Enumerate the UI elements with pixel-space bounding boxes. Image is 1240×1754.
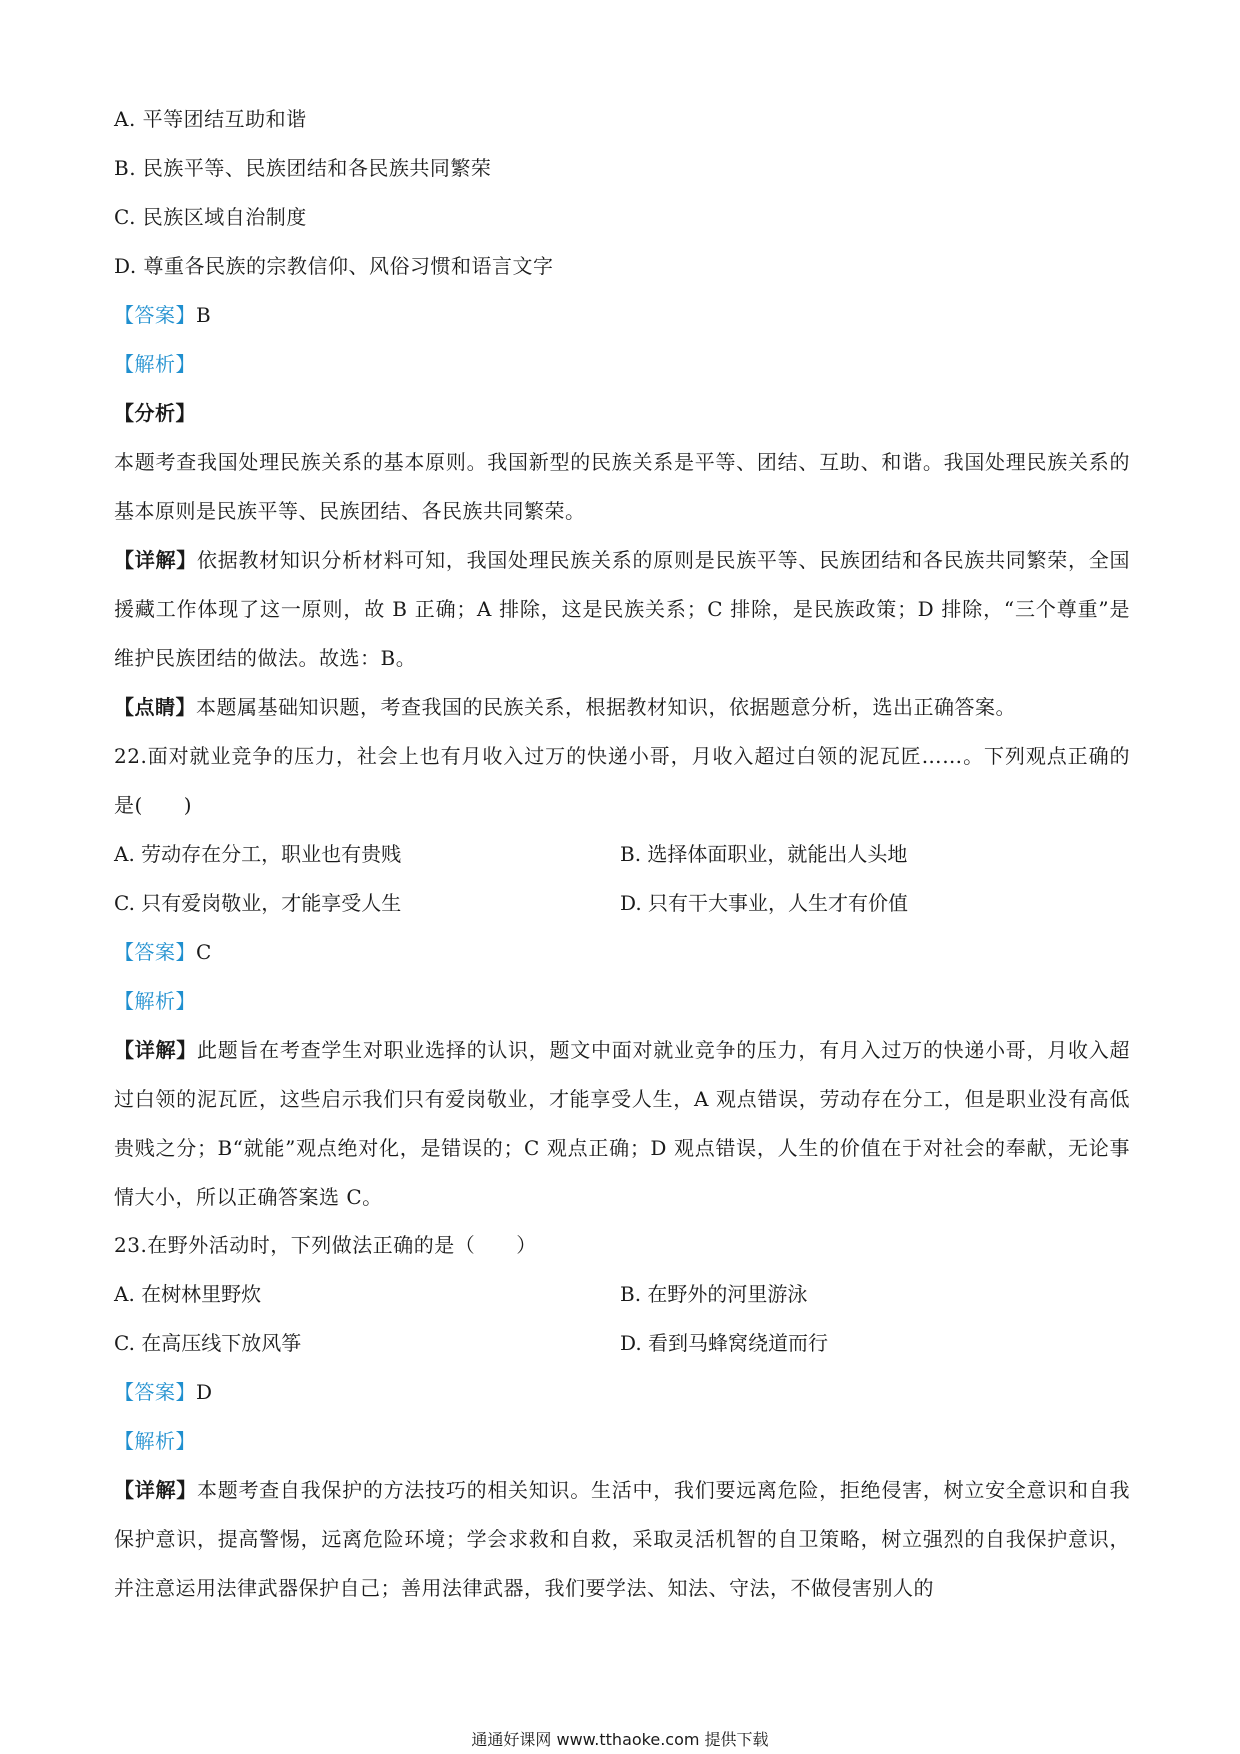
q23-answer [114,1378,1130,1406]
xiangjie-text: 本题考查自我保护的方法技巧的相关知识。生活中，我们要远离危险，拒绝侵害，树立安全意识和自我保护意识，提高警惕，远离危险环境；学会求救和自救，采取灵活机智的自卫策略，树立强烈的自我保护意识，并注意运用法律武器保护自己；善用法律武器，我们要学法、知法、守法，不做侵害别人的 [114,1478,1131,1600]
answer-value: C [196,940,212,964]
xiangjie-text: 此题旨在考查学生对职业选择的认识，题文中面对就业竞争的压力，有月入过万的快递小哥，月收入超过白领的泥瓦匠，这些启示我们只有爱岗敬业，才能享受人生，A 观点错误，劳动存在分工，但是职业没有高低贵贱之分；B“就能”观点绝对化，是错误的；C 观点正确；D 观点错误，人生的价值在于对社会的奉献，无论事情大小，所以正确答案选 C。 [114,1038,1131,1209]
q22-xiangjie [114,1026,1130,1222]
q21-option-c: C. 民族区域自治制度 [114,205,307,229]
q21-fenxi-heading [114,399,1130,427]
answer-value: B [196,303,212,327]
q22-stem: 22.面对就业竞争的压力，社会上也有月收入过万的快递小哥，月收入超过白领的泥瓦匠……。下列观点正确的是( ) [114,744,1130,817]
q22-option-b: B. 选择体面职业，就能出人头地 [620,842,908,866]
q23-stem: 23.在野外活动时，下列做法正确的是（ ） [114,1233,537,1257]
jiexi-tag: 【解析】 [114,1429,196,1453]
q21-jiexi [114,350,1130,378]
q22-answer [114,938,1130,966]
q23-option-b: B. 在野外的河里游泳 [620,1282,808,1306]
q21-answer [114,301,1130,329]
q21-fenxi-text: 本题考查我国处理民族关系的基本原则。我国新型的民族关系是平等、团结、互助、和谐。我国处理民族关系的基本原则是民族平等、民族团结、各民族共同繁荣。 [114,450,1130,523]
q21-option-b: B. 民族平等、民族团结和各民族共同繁荣 [114,156,492,180]
q23-option-d: D. 看到马蜂窝绕道而行 [620,1331,829,1355]
q21-dianjing [114,693,1130,721]
dianjing-tag: 【点睛】 [114,695,196,719]
xiangjie-tag: 【详解】 [114,548,197,572]
q22-jiexi [114,987,1130,1015]
q23-jiexi [114,1427,1130,1455]
q23-option-a: A. 在树林里野炊 [114,1282,262,1306]
page-footer: 通通好课网 www.tthaoke.com 提供下载 [471,1730,769,1749]
q22-option-c: C. 只有爱岗敬业，才能享受人生 [114,891,402,915]
fenxi-tag: 【分析】 [114,401,196,425]
q23-xiangjie [114,1466,1130,1613]
xiangjie-tag: 【详解】 [114,1478,197,1502]
q23-option-c: C. 在高压线下放风筝 [114,1331,302,1355]
jiexi-tag: 【解析】 [114,989,196,1013]
answer-tag: 【答案】 [114,940,196,964]
dianjing-text: 本题属基础知识题，考查我国的民族关系，根据教材知识，依据题意分析，选出正确答案。 [196,695,1016,719]
xiangjie-text: 依据教材知识分析材料可知，我国处理民族关系的原则是民族平等、民族团结和各民族共同繁荣，全国援藏工作体现了这一原则，故 B 正确；A 排除，这是民族关系；C 排除，是民族政策；D 排除，“三个尊重”是维护民族团结的做法。故选：B。 [114,548,1131,670]
q21-option-a: A. 平等团结互助和谐 [114,107,307,131]
q22-option-a: A. 劳动存在分工，职业也有贵贱 [114,842,402,866]
xiangjie-tag: 【详解】 [114,1038,197,1062]
answer-value: D [196,1380,213,1404]
q22-option-d: D. 只有干大事业，人生才有价值 [620,891,909,915]
q21-xiangjie [114,536,1130,683]
q21-option-d: D. 尊重各民族的宗教信仰、风俗习惯和语言文字 [114,254,554,278]
jiexi-tag: 【解析】 [114,352,196,376]
answer-tag: 【答案】 [114,1380,196,1404]
answer-tag: 【答案】 [114,303,196,327]
